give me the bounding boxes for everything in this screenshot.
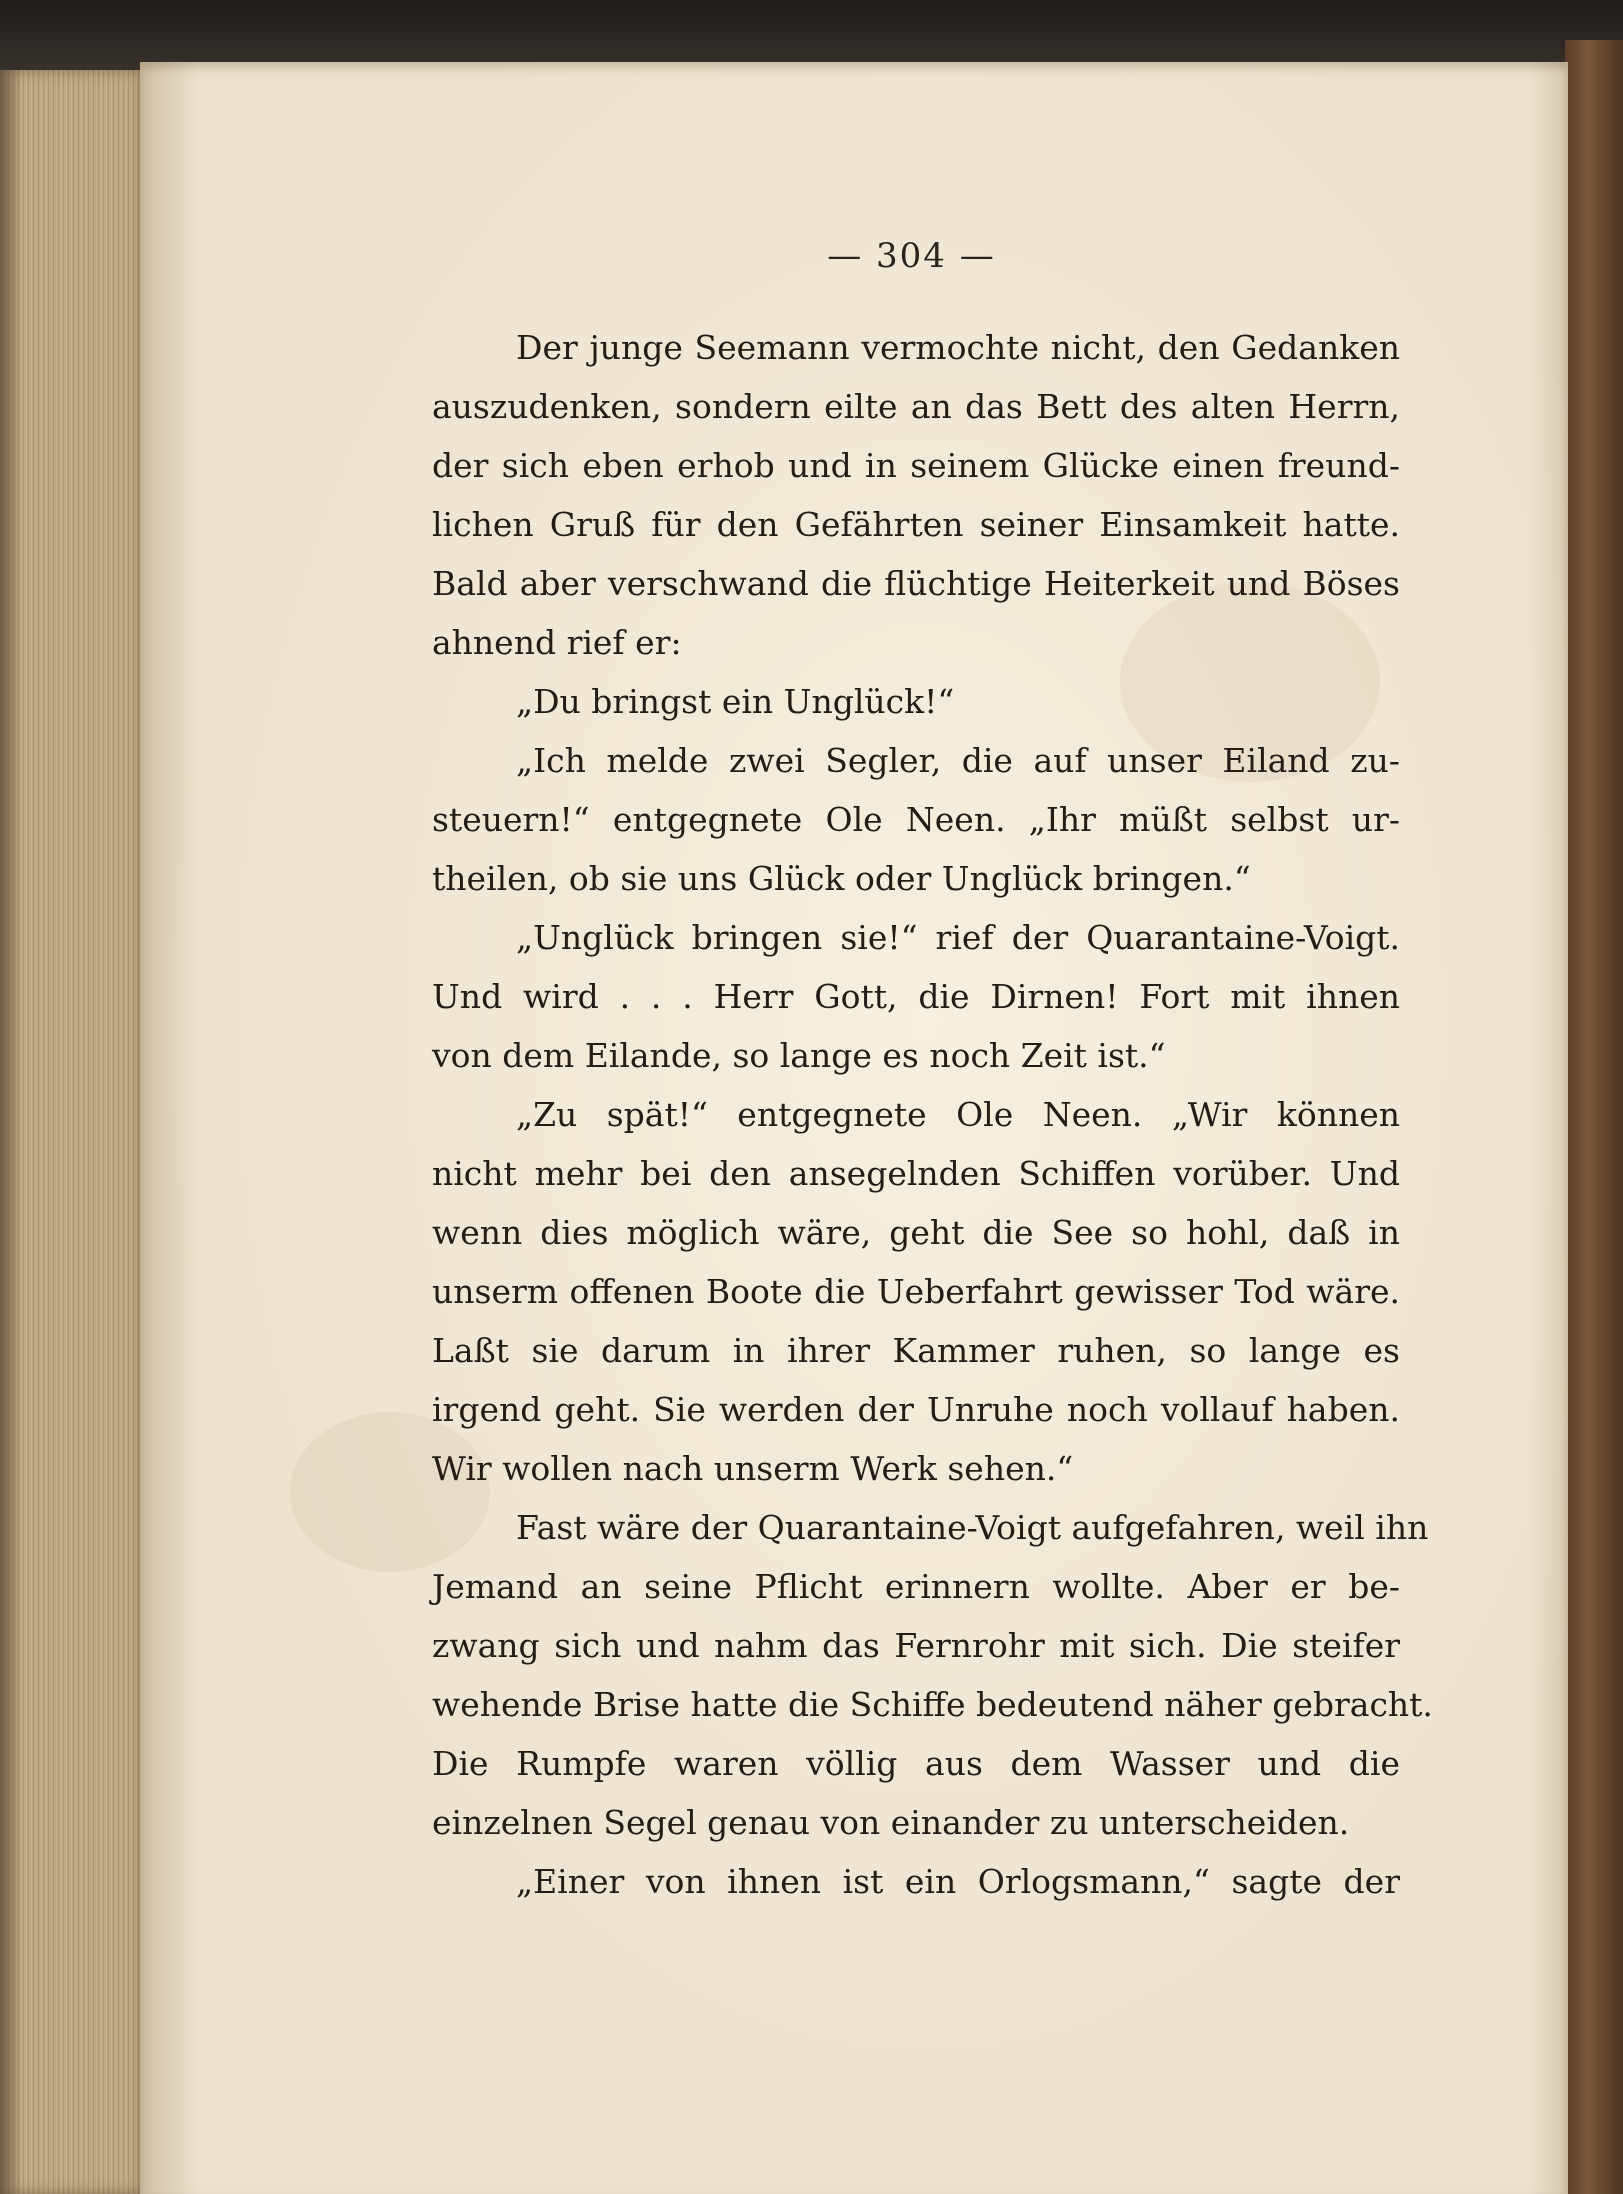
text-line: Wir wollen nach unserm Werk sehen.“ [432, 1449, 1074, 1488]
page-number: — 304 — [827, 236, 996, 276]
text-line: Jemand an seine Pflicht erinnern wollte. Aber er be- [432, 1567, 1400, 1606]
text-line: „Einer von ihnen ist ein Orlogsmann,“ sagte der [516, 1862, 1400, 1901]
text-line: „Du bringst ein Unglück!“ [516, 682, 955, 721]
text-line: auszudenken, sondern eilte an das Bett des alten Herrn, [432, 387, 1400, 426]
text-line: von dem Eilande, so lange es noch Zeit ist.“ [432, 1036, 1166, 1075]
text-line: unserm offenen Boote die Ueberfahrt gewisser Tod wäre. [432, 1272, 1400, 1311]
text-line: Fast wäre der Quarantaine-Voigt aufgefahren, weil ihn [516, 1508, 1429, 1547]
text-line: „Ich melde zwei Segler, die auf unser Eiland zu- [516, 741, 1400, 780]
text-line: Bald aber verschwand die flüchtige Heiterkeit und Böses [432, 564, 1400, 603]
book-page-edges [0, 70, 150, 2194]
text-line: zwang sich und nahm das Fernrohr mit sich. Die steifer [432, 1626, 1400, 1665]
text-line: irgend geht. Sie werden der Unruhe noch vollauf haben. [432, 1390, 1400, 1429]
text-line: Und wird . . . Herr Gott, die Dirnen! Fort mit ihnen [432, 977, 1400, 1016]
text-line: nicht mehr bei den ansegelnden Schiffen vorüber. Und [432, 1154, 1400, 1193]
page-body-text [432, 318, 1433, 1911]
text-line: Die Rumpfe waren völlig aus dem Wasser und die [432, 1744, 1400, 1783]
text-line: Der junge Seemann vermochte nicht, den Gedanken [516, 328, 1400, 367]
text-line: theilen, ob sie uns Glück oder Unglück bringen.“ [432, 859, 1251, 898]
text-line: Laßt sie darum in ihrer Kammer ruhen, so lange es [432, 1331, 1400, 1370]
book-cover-edge [1565, 40, 1623, 2194]
text-line: „Unglück bringen sie!“ rief der Quarantaine-Voigt. [516, 918, 1400, 957]
text-line: steuern!“ entgegnete Ole Neen. „Ihr müßt selbst ur- [432, 800, 1400, 839]
text-line: „Zu spät!“ entgegnete Ole Neen. „Wir können [516, 1095, 1400, 1134]
text-line: der sich eben erhob und in seinem Glücke einen freund- [432, 446, 1400, 485]
text-line: wehende Brise hatte die Schiffe bedeutend näher gebracht. [432, 1685, 1433, 1724]
text-line: ahnend rief er: [432, 623, 682, 662]
text-line: einzelnen Segel genau von einander zu unterscheiden. [432, 1803, 1350, 1842]
text-line: lichen Gruß für den Gefährten seiner Einsamkeit hatte. [432, 505, 1400, 544]
text-line: wenn dies möglich wäre, geht die See so hohl, daß in [432, 1213, 1400, 1252]
